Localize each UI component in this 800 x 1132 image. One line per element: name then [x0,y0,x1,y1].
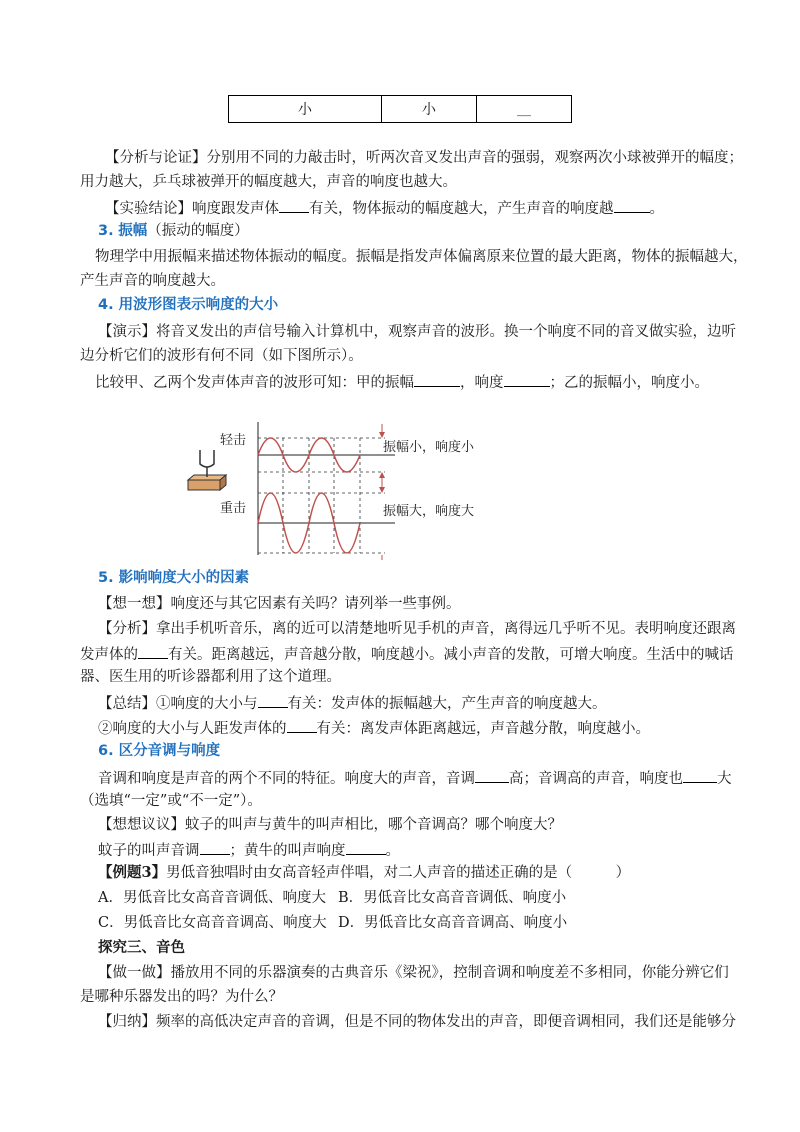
table-cell: 小 [382,96,477,123]
fill-blank [683,766,717,783]
paragraph-line: 器、医生用的听诊器都利用了这个道理。 [80,669,341,685]
paragraph-line: 边分析它们的波形有何不同（如下图所示）。 [80,348,363,364]
text: 音调和响度是声音的两个不同的特征。响度大的声音，音调 [98,771,475,787]
table-cell: __ [477,96,572,123]
text: 发声体的 [80,647,138,663]
paragraph-line: 产生声音的响度越大。 [80,273,225,289]
data-table [228,95,572,123]
fill-blank [346,838,386,855]
text: 【总结】①响度的大小与 [98,696,258,712]
text: ②响度的大小与人距发声体的 [98,721,287,737]
paragraph-line: 是哪种乐器发出的吗？为什么？ [80,989,283,1005]
text: ，响度 [460,375,504,391]
option-a[interactable]: A．男低音比女高音音调低、响度大 [98,890,326,906]
label-light: 轻击 [220,433,247,448]
fill-blank [287,716,317,733]
paragraph-line: 【归纳】频率的高低决定声音的音调，但是不同的物体发出的声音，即便音调相同，我们还是能够分 [98,1014,736,1030]
conclusion-line [105,196,664,220]
section-heading-7: 探究三、音色 [98,940,185,956]
compare-line [95,370,709,394]
example-text: 男低音独唱时由女高音轻声伴唱，对二人声音的描述正确的是（ ） [166,865,631,881]
text: 有关，物体振动的幅度越大，产生声音的响度越 [309,201,614,217]
fill-blank [504,370,550,387]
example-label: 【例题3】 [98,864,167,881]
text: 。 [385,843,400,859]
paragraph-line: （选填“一定”或“不一定”）。 [80,793,262,809]
paragraph-line [80,642,734,666]
text: 有关：发声体的振幅越大，产生声音的响度越大。 [287,696,607,712]
summary-line [98,716,650,740]
text: 蚊子的叫声音调 [98,843,200,859]
fill-blank [279,196,309,213]
paragraph-line: 【想想议议】蚊子的叫声与黄牛的叫声相比，哪个音调高？哪个响度大？ [98,817,562,833]
heading-title: 振幅 [118,223,148,239]
text: 大 [717,771,732,787]
heading-number: 3. [98,223,114,239]
section-heading-4: 4. 用波形图表示响度的大小 [98,297,279,313]
text: 高；音调高的声音，响度也 [509,771,683,787]
fill-blank [138,642,168,659]
fill-blank [414,370,460,387]
paragraph-line: 物理学中用振幅来描述物体振动的幅度。振幅是指发声体偏离原来位置的最大距离，物体的振幅越大， [95,249,748,265]
note-small: 振幅小，响度小 [383,440,475,455]
fill-blank [614,196,650,213]
text: ；黄牛的叫声响度 [229,843,346,859]
fill-blank [475,766,509,783]
paragraph-line: 【分析与论证】分别用不同的力敲击时，听两次音叉发出声音的强弱，观察两次小球被弹开的幅度； [105,150,743,166]
paragraph-line: 【分析】拿出手机听音乐，离的近可以清楚地听见手机的声音，离得远几乎听不见。表明响度还跟离 [98,621,736,637]
summary-line [98,691,607,715]
paragraph-line: 【想一想】响度还与其它因素有关吗？请列举一些事例。 [98,596,461,612]
paragraph-line [98,766,732,790]
section-heading-3 [98,220,249,242]
paragraph-line [98,838,400,862]
waveform-figure [180,410,490,560]
table-cell: 小 [229,96,382,123]
text: 有关：离发声体距离越远，声音越分散，响度越小。 [316,721,650,737]
text: 比较甲、乙两个发声体声音的波形可知：甲的振幅 [95,375,414,391]
option-b[interactable]: B．男低音比女高音音调低、响度小 [338,890,567,906]
section-heading-6: 6. 区分音调与响度 [98,743,221,759]
text: 。 [649,201,664,217]
paragraph-line: 【演示】将音叉发出的声信号输入计算机中，观察声音的波形。换一个响度不同的音叉做实验，边听 [98,324,736,340]
note-big: 振幅大，响度大 [383,504,475,519]
fill-blank [200,838,230,855]
example-question [98,862,630,884]
section-heading-5: 5. 影响响度大小的因素 [98,570,250,586]
label-heavy: 重击 [220,501,247,516]
paragraph-line: 用力越大，乒乓球被弹开的幅度越大，声音的响度也越大。 [80,174,457,190]
option-d[interactable]: D．男低音比女高音音调高、响度小 [338,915,568,931]
fill-blank [258,691,288,708]
text: ；乙的振幅小，响度小。 [549,375,709,391]
heading-note: （振动的幅度） [147,223,249,239]
text: 【实验结论】响度跟发声体 [105,201,279,217]
option-c[interactable]: C．男低音比女高音音调高、响度大 [98,915,327,931]
text: 有关。距离越远，声音越分散，响度越小。减小声音的发散，可增大响度。生活中的喊话 [168,647,734,663]
tuning-fork-icon [188,450,226,490]
paragraph-line: 【做一做】播放用不同的乐器演奏的古典音乐《梁祝》，控制音调和响度差不多相同，你能分辨它们 [98,965,729,981]
